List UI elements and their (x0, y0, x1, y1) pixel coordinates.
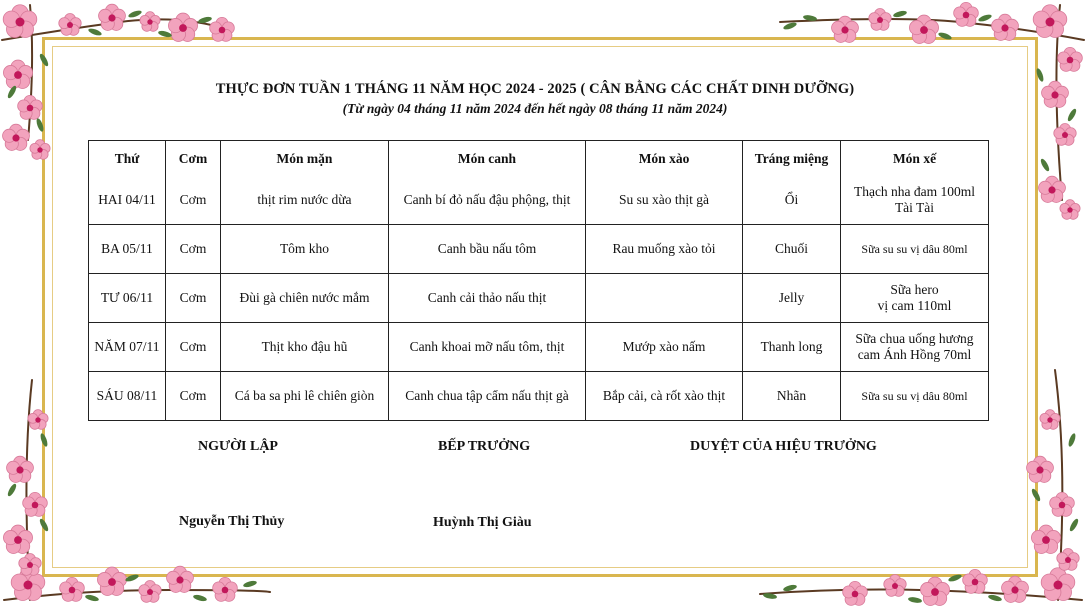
flower-icon (1058, 47, 1083, 71)
preparer-name: Nguyễn Thị Thủy (179, 514, 285, 529)
header-stir-fry: Món xào (586, 141, 743, 177)
flower-icon (3, 525, 32, 553)
header-dessert: Tráng miệng (743, 141, 841, 177)
soup-cell: Canh bầu nấu tôm (389, 225, 586, 274)
flower-icon (19, 554, 41, 576)
stir-fry-cell: Su su xào thịt gà (586, 176, 743, 225)
dessert-cell: Nhãn (743, 372, 841, 421)
flower-icon (59, 14, 81, 36)
flower-icon (1054, 124, 1076, 146)
header-main-dish: Món mặn (221, 141, 389, 177)
flower-icon (3, 124, 30, 150)
flower-icon (843, 581, 868, 605)
main-dish-cell: Thịt kho đậu hũ (221, 323, 389, 372)
flower-icon (1060, 200, 1080, 220)
snack-cell: Sữa su su vị dâu 80ml (841, 372, 989, 421)
main-dish-cell: Đùi gà chiên nước mắm (221, 274, 389, 323)
rice-cell: Cơm (166, 372, 221, 421)
flower-icon (99, 4, 126, 30)
dessert-cell: Jelly (743, 274, 841, 323)
stir-fry-cell: Mướp xào nấm (586, 323, 743, 372)
flower-icon (869, 9, 891, 31)
day-cell: HAI 04/11 (89, 176, 166, 225)
soup-cell: Canh cải thảo nấu thịt (389, 274, 586, 323)
flower-icon (3, 5, 37, 38)
flower-icon (140, 12, 160, 32)
date-range-subtitle: (Từ ngày 04 tháng 11 năm 2024 đến hết ngày 08 tháng 11 năm 2024) (342, 101, 728, 116)
table-row (89, 372, 989, 421)
flower-icon (213, 577, 238, 601)
day-cell: NĂM 07/11 (89, 323, 166, 372)
snack-cell: Sữa hero vị cam 110ml (841, 274, 989, 323)
day-cell: TƯ 06/11 (89, 274, 166, 323)
flower-icon (1041, 568, 1075, 601)
flower-icon (7, 456, 34, 482)
main-dish-cell: Cá ba sa phi lê chiên giòn (221, 372, 389, 421)
rice-cell: Cơm (166, 176, 221, 225)
header-rice: Cơm (166, 141, 221, 177)
table-row (89, 225, 989, 274)
header-soup: Món canh (389, 141, 586, 177)
table-header-row (89, 141, 989, 177)
flower-icon (1042, 81, 1069, 107)
day-cell: SÁU 08/11 (89, 372, 166, 421)
chef-title: BẾP TRƯỞNG (438, 439, 531, 454)
weekly-menu-table (88, 140, 989, 421)
menu-title: THỰC ĐƠN TUẦN 1 THÁNG 11 NĂM HỌC 2024 - 2025 ( CÂN BẰNG CÁC CHẤT DINH DƯỠNG) (215, 81, 855, 97)
flower-icon (884, 575, 906, 597)
table-row (89, 176, 989, 225)
dessert-cell: Thanh long (743, 323, 841, 372)
dessert-cell: Ổi (743, 176, 841, 225)
header-day: Thứ (89, 141, 166, 177)
stir-fry-cell (586, 274, 743, 323)
soup-cell: Canh bí đỏ nấu đậu phộng, thịt (389, 176, 586, 225)
table-row (89, 323, 989, 372)
snack-cell: Sữa su su vị dâu 80ml (841, 225, 989, 274)
main-dish-cell: Tôm kho (221, 225, 389, 274)
flower-icon (1039, 176, 1066, 202)
flower-icon (3, 60, 32, 88)
snack-cell: Sữa chua uống hương cam Ánh Hồng 70ml (841, 323, 989, 372)
rice-cell: Cơm (166, 225, 221, 274)
flower-icon (920, 577, 949, 605)
snack-cell: Thạch nha đam 100ml Tài Tài (841, 176, 989, 225)
stir-fry-cell: Bắp cải, cà rốt xào thịt (586, 372, 743, 421)
chef-name: Huỳnh Thị Giàu (433, 515, 532, 530)
flower-icon (1033, 5, 1067, 38)
flower-icon (1040, 410, 1060, 430)
preparer-title: NGƯỜI LẬP (198, 439, 278, 454)
flower-icon (139, 581, 161, 603)
rice-cell: Cơm (166, 274, 221, 323)
stir-fry-cell: Rau muống xào tỏi (586, 225, 743, 274)
soup-cell: Canh khoai mỡ nấu tôm, thịt (389, 323, 586, 372)
day-cell: BA 05/11 (89, 225, 166, 274)
main-dish-cell: thịt rim nước dừa (221, 176, 389, 225)
flower-icon (18, 95, 43, 119)
flower-icon (1057, 549, 1079, 571)
flower-icon (1050, 492, 1075, 516)
soup-cell: Canh chua tập cẩm nấu thịt gà (389, 372, 586, 421)
flower-icon (954, 2, 979, 26)
rice-cell: Cơm (166, 323, 221, 372)
principal-approval-title: DUYỆT CỦA HIỆU TRƯỞNG (690, 439, 877, 454)
flower-icon (1002, 576, 1029, 602)
flower-icon (11, 568, 45, 601)
flower-icon (60, 577, 85, 601)
header-snack: Món xế (841, 141, 989, 177)
dessert-cell: Chuối (743, 225, 841, 274)
table-row (89, 274, 989, 323)
